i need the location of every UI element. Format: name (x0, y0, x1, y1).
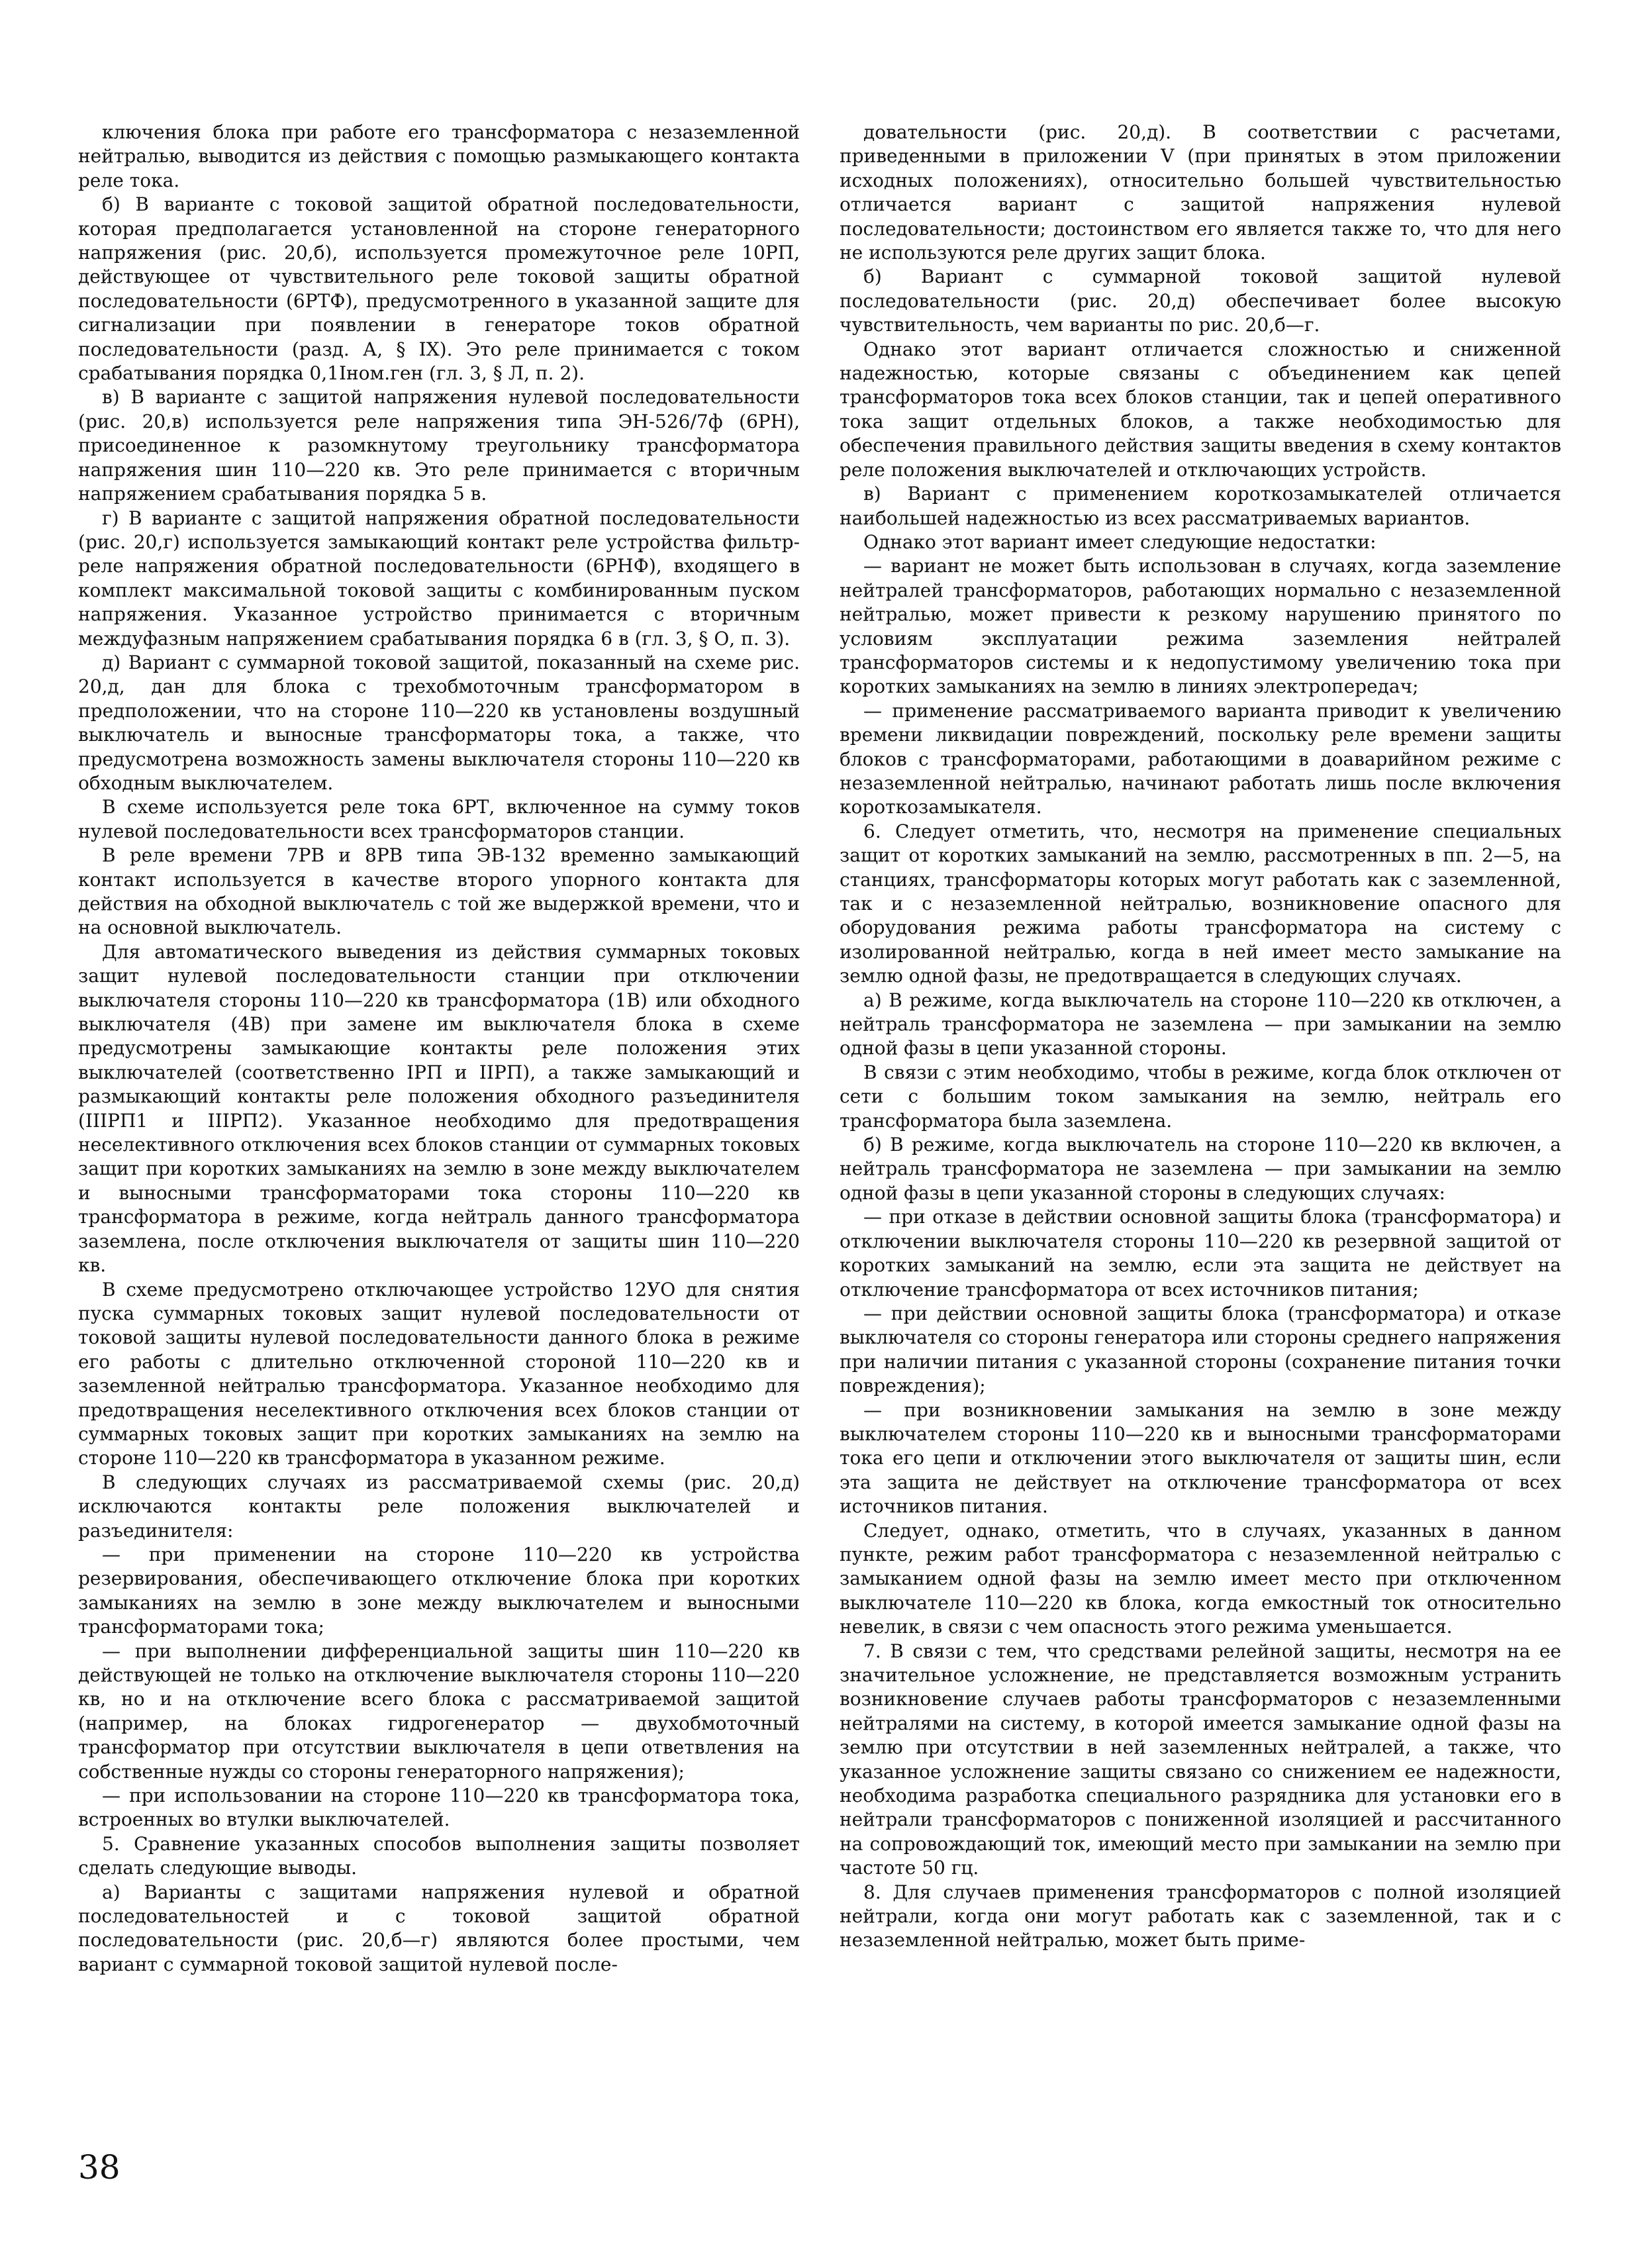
paragraph: Для автоматического выведения из действия суммарных токовых защит нулевой последовательности станции при отключении выключателя стороны 110—220 кв трансформатора (1В) или обходного выключателя (4В) при замене им выключателя блока в схеме предусмотрены замыкающие контакты реле положения этих выключателей (соответственно IРП и IIРП), а также замыкающий и размыкающий контакты реле положения обходного разъединителя (IIIРП1 и IIIРП2). Указанное необходимо для предотвращения неселективного отключения всех блоков станции от суммарных токовых защит при коротких замыканиях на землю в зоне между выключателем и выносными трансформаторами тока стороны 110—220 кв трансформатора в режиме, когда нейтраль данного трансформатора заземлена, после отключения выключателя от защиты шин 110—220 кв. (78, 940, 800, 1277)
paragraph: — при отказе в действии основной защиты блока (трансформатора) и отключении выключателя стороны 110—220 кв резервной защитой от коротких замыканий на землю, если эта защита не действует на отключение трансформатора от всех источников питания; (840, 1206, 1561, 1301)
paragraph: 6. Следует отметить, что, несмотря на применение специальных защит от коротких замыканий на землю, рассмотренных в пп. 2—5, на станциях, трансформаторы которых могут работать как с заземленной, так и с незаземленной нейтралью, возникновение опасного для оборудования режима работы трансформатора на систему с изолированной нейтралью, когда в ней имеет место замыкание на землю одной фазы, не предотвращается в следующих случаях. (840, 820, 1561, 987)
paragraph: Следует, однако, отметить, что в случаях, указанных в данном пункте, режим работ трансформатора с незаземленной нейтралью с замыканием одной фазы на землю имеет место при отключенном выключателе 110—220 кв блока, когда емкостный ток относительно невелик, в связи с чем опасность этого режима уменьшается. (840, 1519, 1561, 1638)
page-number: 38 (78, 2148, 121, 2187)
paragraph: В связи с этим необходимо, чтобы в режиме, когда блок отключен от сети с большим током замыкания на землю, нейтраль его трансформатора была заземлена. (840, 1061, 1561, 1132)
paragraph: — применение рассматриваемого варианта приводит к увеличению времени ликвидации повреждений, поскольку реле времени защиты блоков с трансформаторами, работающими в доаварийном режиме с незаземленной нейтралью, начинают работать лишь после включения короткозамыкателя. (840, 699, 1561, 818)
paragraph: — при действии основной защиты блока (трансформатора) и отказе выключателя со стороны генератора или стороны среднего напряжения при наличии питания с указанной стороны (сохранение питания точки повреждения); (840, 1302, 1561, 1397)
paragraph: ключения блока при работе его трансформатора с незаземленной нейтралью, выводится из действия с помощью размыкающего контакта реле тока. (78, 121, 800, 191)
paragraph: г) В варианте с защитой напряжения обратной последовательности (рис. 20,г) используется замыкающий контакт реле устройства фильтр-реле напряжения обратной последовательности (6РНФ), входящего в комплект максимальной токовой защиты с комбинированным пуском напряжения. Указанное устройство принимается с вторичным междуфазным напряжением срабатывания порядка 6 в (гл. 3, § О, п. 3). (78, 507, 800, 650)
paragraph: а) Варианты с защитами напряжения нулевой и обратной последовательностей и с токовой защитой обратной последовательности (рис. 20,б—г) являются более простыми, чем вариант с суммарной токовой защитой нулевой после- (78, 1881, 800, 1975)
paragraph: 5. Сравнение указанных способов выполнения защиты позволяет сделать следующие выводы. (78, 1832, 800, 1879)
paragraph: б) В варианте с токовой защитой обратной последовательности, которая предполагается установленной на стороне генераторного напряжения (рис. 20,б), используется промежуточное реле 10РП, действующее от чувствительного реле токовой защиты обратной последовательности (6РТФ), предусмотренного в указанной защите для сигнализации при появлении в генераторе токов обратной последовательности (разд. А, § IX). Это реле принимается с током срабатывания порядка 0,1Iном.ген (гл. 3, § Л, п. 2). (78, 193, 800, 385)
paragraph: а) В режиме, когда выключатель на стороне 110—220 кв отключен, а нейтраль трансформатора не заземлена — при замыкании на землю одной фазы в цепи указанной стороны. (840, 989, 1561, 1060)
paragraph: Однако этот вариант отличается сложностью и сниженной надежностью, которые связаны с объединением как цепей трансформаторов тока всех блоков станции, так и цепей оперативного тока защит отдельных блоков, а также необходимостью для обеспечения правильного действия защиты введения в схему контактов реле положения выключателей и отключающих устройств. (840, 338, 1561, 481)
paragraph: — при возникновении замыкания на землю в зоне между выключателем стороны 110—220 кв и выносными трансформаторами тока его цепи и отключении этого выключателя от защиты шин, если эта защита не действует на отключение трансформатора от всех источников питания. (840, 1399, 1561, 1518)
right-column (840, 121, 1561, 2140)
paragraph: б) Вариант с суммарной токовой защитой нулевой последовательности (рис. 20,д) обеспечивает более высокую чувствительность, чем варианты по рис. 20,б—г. (840, 266, 1561, 336)
paragraph: В схеме используется реле тока 6РТ, включенное на сумму токов нулевой последовательности всех трансформаторов станции. (78, 796, 800, 842)
paragraph: — вариант не может быть использован в случаях, когда заземление нейтралей трансформаторов, работающих нормально с незаземленной нейтралью, может привести к резкому нарушению принятого по условиям эксплуатации режима заземления нейтралей трансформаторов системы и к недопустимому увеличению тока при коротких замыканиях на землю в линиях электропередач; (840, 555, 1561, 698)
paragraph: д) Вариант с суммарной токовой защитой, показанный на схеме рис. 20,д, дан для блока с трехобмоточным трансформатором в предположении, что на стороне 110—220 кв установлены воздушный выключатель и выносные трансформаторы тока, а также, что предусмотрена возможность замены выключателя стороны 110—220 кв обходным выключателем. (78, 651, 800, 794)
paragraph: В следующих случаях из рассматриваемой схемы (рис. 20,д) исключаются контакты реле положения выключателей и разъединителя: (78, 1471, 800, 1542)
paragraph: — при выполнении дифференциальной защиты шин 110—220 кв действующей не только на отключение выключателя стороны 110—220 кв, но и на отключение всего блока с рассматриваемой защитой (например, на блоках гидрогенератор — двухобмоточный трансформатор при отсутствии выключателя в цепи ответвления на собственные нужды со стороны генераторного напряжения); (78, 1640, 800, 1783)
paragraph: — при применении на стороне 110—220 кв устройства резервирования, обеспечивающего отключение блока при коротких замыканиях на землю в зоне между выключателем и выносными трансформаторами тока; (78, 1543, 800, 1638)
paragraph: В реле времени 7РВ и 8РВ типа ЭВ-132 временно замыкающий контакт используется в качестве второго упорного контакта для действия на обходной выключатель с той же выдержкой времени, что и на основной выключатель. (78, 844, 800, 939)
paragraph: довательности (рис. 20,д). В соответствии с расчетами, приведенными в приложении V (при принятых в этом приложении исходных положениях), относительно большей чувствительностью отличается вариант с защитой напряжения нулевой последовательности; достоинством его является также то, что для него не используются реле других защит блока. (840, 121, 1561, 264)
paragraph: — при использовании на стороне 110—220 кв трансформатора тока, встроенных во втулки выключателей. (78, 1785, 800, 1831)
paragraph: Однако этот вариант имеет следующие недостатки: (863, 530, 1376, 553)
paragraph: в) Вариант с применением короткозамыкателей отличается наибольшей надежностью из всех рассматриваемых вариантов. (840, 483, 1561, 529)
paragraph: В схеме предусмотрено отключающее устройство 12УО для снятия пуска суммарных токовых защит нулевой последовательности от токовой защиты нулевой последовательности данного блока в режиме его работы с длительно отключенной стороной 110—220 кв и заземленной нейтралью трансформатора. Указанное необходимо для предотвращения неселективного отключения всех блоков станции от суммарных токовых защит при коротких замыканиях на землю на стороне 110—220 кв трансформатора в указанном режиме. (78, 1278, 800, 1469)
paragraph: 7. В связи с тем, что средствами релейной защиты, несмотря на ее значительное усложнение, не представляется возможным устранить возникновение случаев работы трансформаторов с незаземленными нейтралями на систему, в которой имеется замыкание одной фазы на землю при отсутствии в ней заземленных нейтралей, а также, что указанное усложнение защиты связано со снижением ее надежности, необходима разработка специального разрядника для установки его в нейтрали трансформаторов с пониженной изоляцией и рассчитанного на сопровождающий ток, имеющий место при замыкании на землю при частоте 50 гц. (840, 1640, 1561, 1879)
paragraph: б) В режиме, когда выключатель на стороне 110—220 кв включен, а нейтраль трансформатора не заземлена — при замыкании на землю одной фазы в цепи указанной стороны в следующих случаях: (840, 1134, 1561, 1204)
paragraph: в) В варианте с защитой напряжения нулевой последовательности (рис. 20,в) используется реле напряжения типа ЭН-526/7ф (6РН), присоединенное к разомкнутому треугольнику трансформатора напряжения шин 110—220 кв. Это реле принимается с вторичным напряжением срабатывания порядка 5 в. (78, 386, 800, 505)
paragraph: 8. Для случаев применения трансформаторов с полной изоляцией нейтрали, когда они могут работать как с заземленной, так и с незаземленной нейтралью, может быть приме- (840, 1881, 1561, 1951)
left-column (78, 121, 800, 2140)
